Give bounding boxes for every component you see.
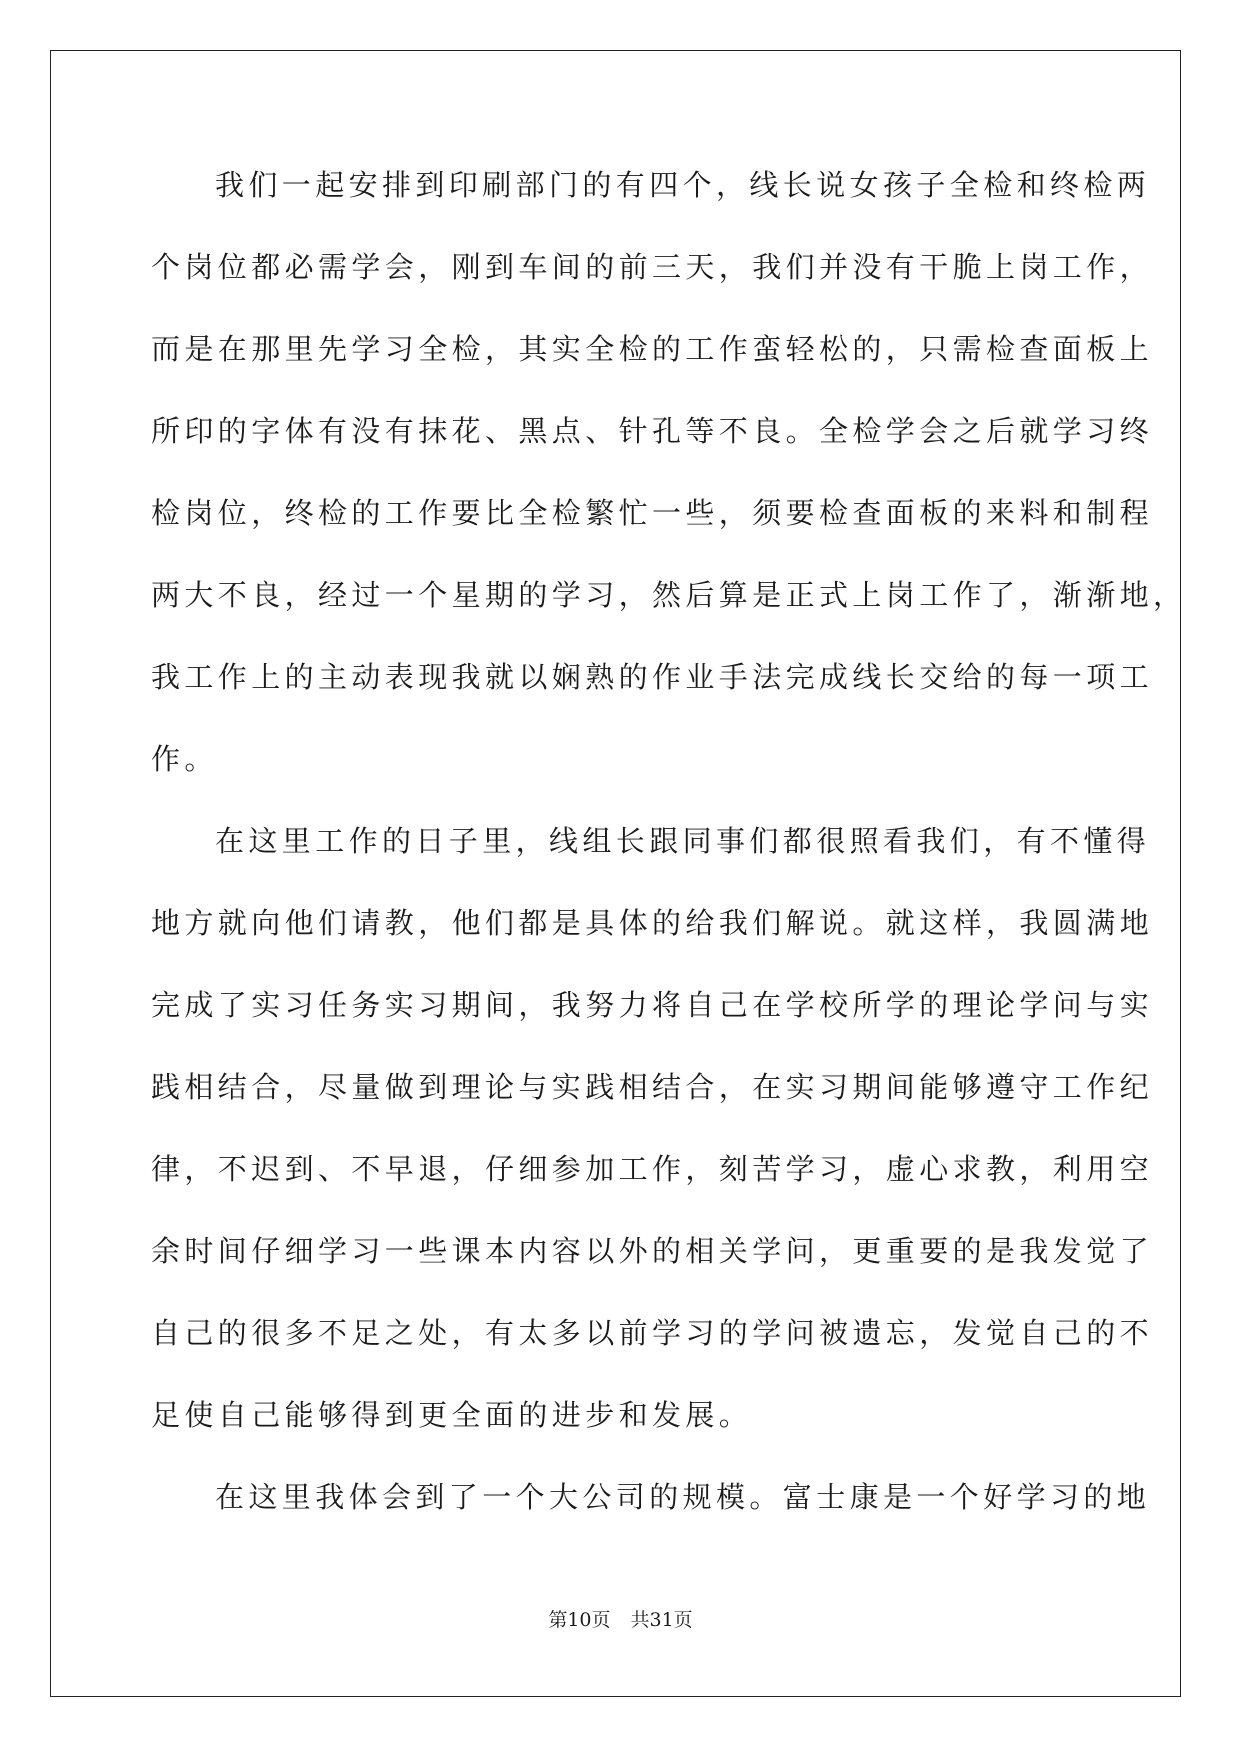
document-body: [151, 160, 1187, 1554]
page-number-total: 共31页: [630, 1609, 693, 1631]
text-line: 地方就向他们请教，他们都是具体的给我们解说。就这样，我圆满地: [151, 906, 1154, 940]
text-line: 在这里我体会到了一个大公司的规模。富士康是一个好学习的地: [215, 1480, 1151, 1514]
text-line: 践相结合，尽量做到理论与实践相结合，在实习期间能够遵守工作纪: [151, 1070, 1154, 1104]
text-line: 两大不良，经过一个星期的学习，然后算是正式上岗工作了，渐渐地，: [151, 578, 1187, 612]
text-line: 所印的字体有没有抹花、黑点、针孔等不良。全检学会之后就学习终: [151, 414, 1154, 448]
text-line: 我工作上的主动表现我就以娴熟的作业手法完成线长交给的每一项工: [151, 660, 1154, 694]
text-line: 个岗位都必需学会，刚到车间的前三天，我们并没有干脆上岗工作，: [151, 250, 1154, 284]
text-line: 完成了实习任务实习期间，我努力将自己在学校所学的理论学问与实: [151, 988, 1154, 1022]
text-line: 律，不迟到、不早退，仔细参加工作，刻苦学习，虚心求教，利用空: [151, 1152, 1154, 1186]
page-footer: [0, 1605, 1241, 1632]
text-line: 我们一起安排到印刷部门的有四个，线长说女孩子全检和终检两: [215, 168, 1151, 202]
text-line: 作。: [151, 742, 218, 776]
text-line: 检岗位，终检的工作要比全检繁忙一些，须要检查面板的来料和制程: [151, 496, 1154, 530]
text-line: 足使自己能够得到更全面的进步和发展。: [151, 1398, 753, 1432]
text-line: 自己的很多不足之处，有太多以前学习的学问被遗忘，发觉自己的不: [151, 1316, 1154, 1350]
page-number-current: 第10页: [548, 1609, 611, 1631]
text-line: 而是在那里先学习全检，其实全检的工作蛮轻松的，只需检查面板上: [151, 332, 1154, 366]
text-line: 在这里工作的日子里，线组长跟同事们都很照看我们，有不懂得: [215, 824, 1151, 858]
text-line: 余时间仔细学习一些课本内容以外的相关学问，更重要的是我发觉了: [151, 1234, 1154, 1268]
